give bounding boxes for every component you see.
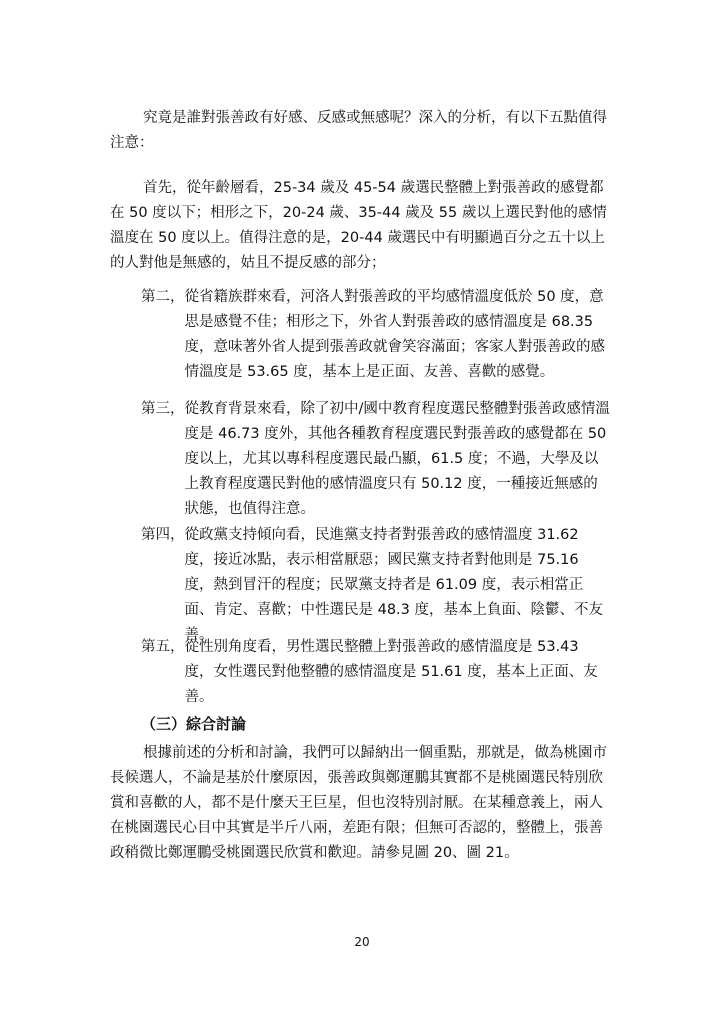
point-item-fourth (141, 523, 611, 648)
point-item-third (141, 397, 611, 522)
point-label: 第二， (141, 289, 185, 305)
conclusion-paragraph: 根據前述的分析和討論，我們可以歸納出一個重點，那就是，做為桃園市長候選人，不論是基於什麼原因，張善政與鄭運鵬其實都不是桃園選民特別欣賞和喜歡的人，都不是什麼天王巨星，但也沒特別討厭。在某種意義上，兩人在桃園選民心目中其實是半斤八兩，差距有限；但無可否認的，整體上，張善政稍微比鄭運鵬受桃園選民欣賞和歡迎。請參見圖 20、圖 21。 (110, 745, 607, 861)
point-label: 第四， (141, 527, 185, 543)
point-text: 從性別角度看，男性選民整體上對張善政的感情溫度是 53.43 度，女性選民對他整體的感情溫度是 51.61 度，基本上正面、友善。 (184, 639, 598, 705)
section-heading: （三）綜合討論 (141, 715, 247, 733)
point-text: 從政黨支持傾向看，民進黨支持者對張善政的感情溫度 31.62 度，接近冰點，表示相當厭惡；國民黨支持者對他則是 75.16 度，熱到冒汗的程度；民眾黨支持者是 61.09 度，表示相當正面、肯定、喜歡；中性選民是 48.3 度，基本上負面、陰鬱、不友善。 (184, 527, 604, 643)
point-text: 從教育背景來看，除了初中/國中教育程度選民整體對張善政感情溫度是 46.73 度外，其他各種教育程度選民對張善政的感覺都在 50 度以上，尤其以專科程度選民最凸顯，61.5 度；不過，大學及以上教育程度選民對他的感情溫度只有 50.12 度，一種接近無感的狀態，也值得注意。 (184, 401, 610, 517)
point-label: 第三， (141, 401, 185, 417)
point-label: 第五， (141, 639, 185, 655)
intro-paragraph: 究竟是誰對張善政有好感、反感或無感呢？深入的分析，有以下五點值得注意： (110, 110, 607, 151)
page-number: 20 (354, 935, 370, 949)
first-point-paragraph: 首先，從年齡層看，25-34 歲及 45-54 歲選民整體上對張善政的感覺都在 50 度以下；相形之下，20-24 歲、35-44 歲及 55 歲以上選民對他的感情溫度在 50 度以上。值得注意的是，20-44 歲選民中有明顯過百分之五十以上的人對他是無感的，姑且不提反感的部分； (110, 180, 607, 271)
point-text: 從省籍族群來看，河洛人對張善政的平均感情溫度低於 50 度，意思是感覺不佳；相形之下，外省人對張善政的感情溫度是 68.35 度，意味著外省人提到張善政就會笑容滿面；客家人對張善政的感情溫度是 53.65 度，基本上是正面、友善、喜歡的感覺。 (184, 289, 605, 380)
point-item-fifth (141, 635, 611, 710)
point-item-second (141, 285, 611, 385)
